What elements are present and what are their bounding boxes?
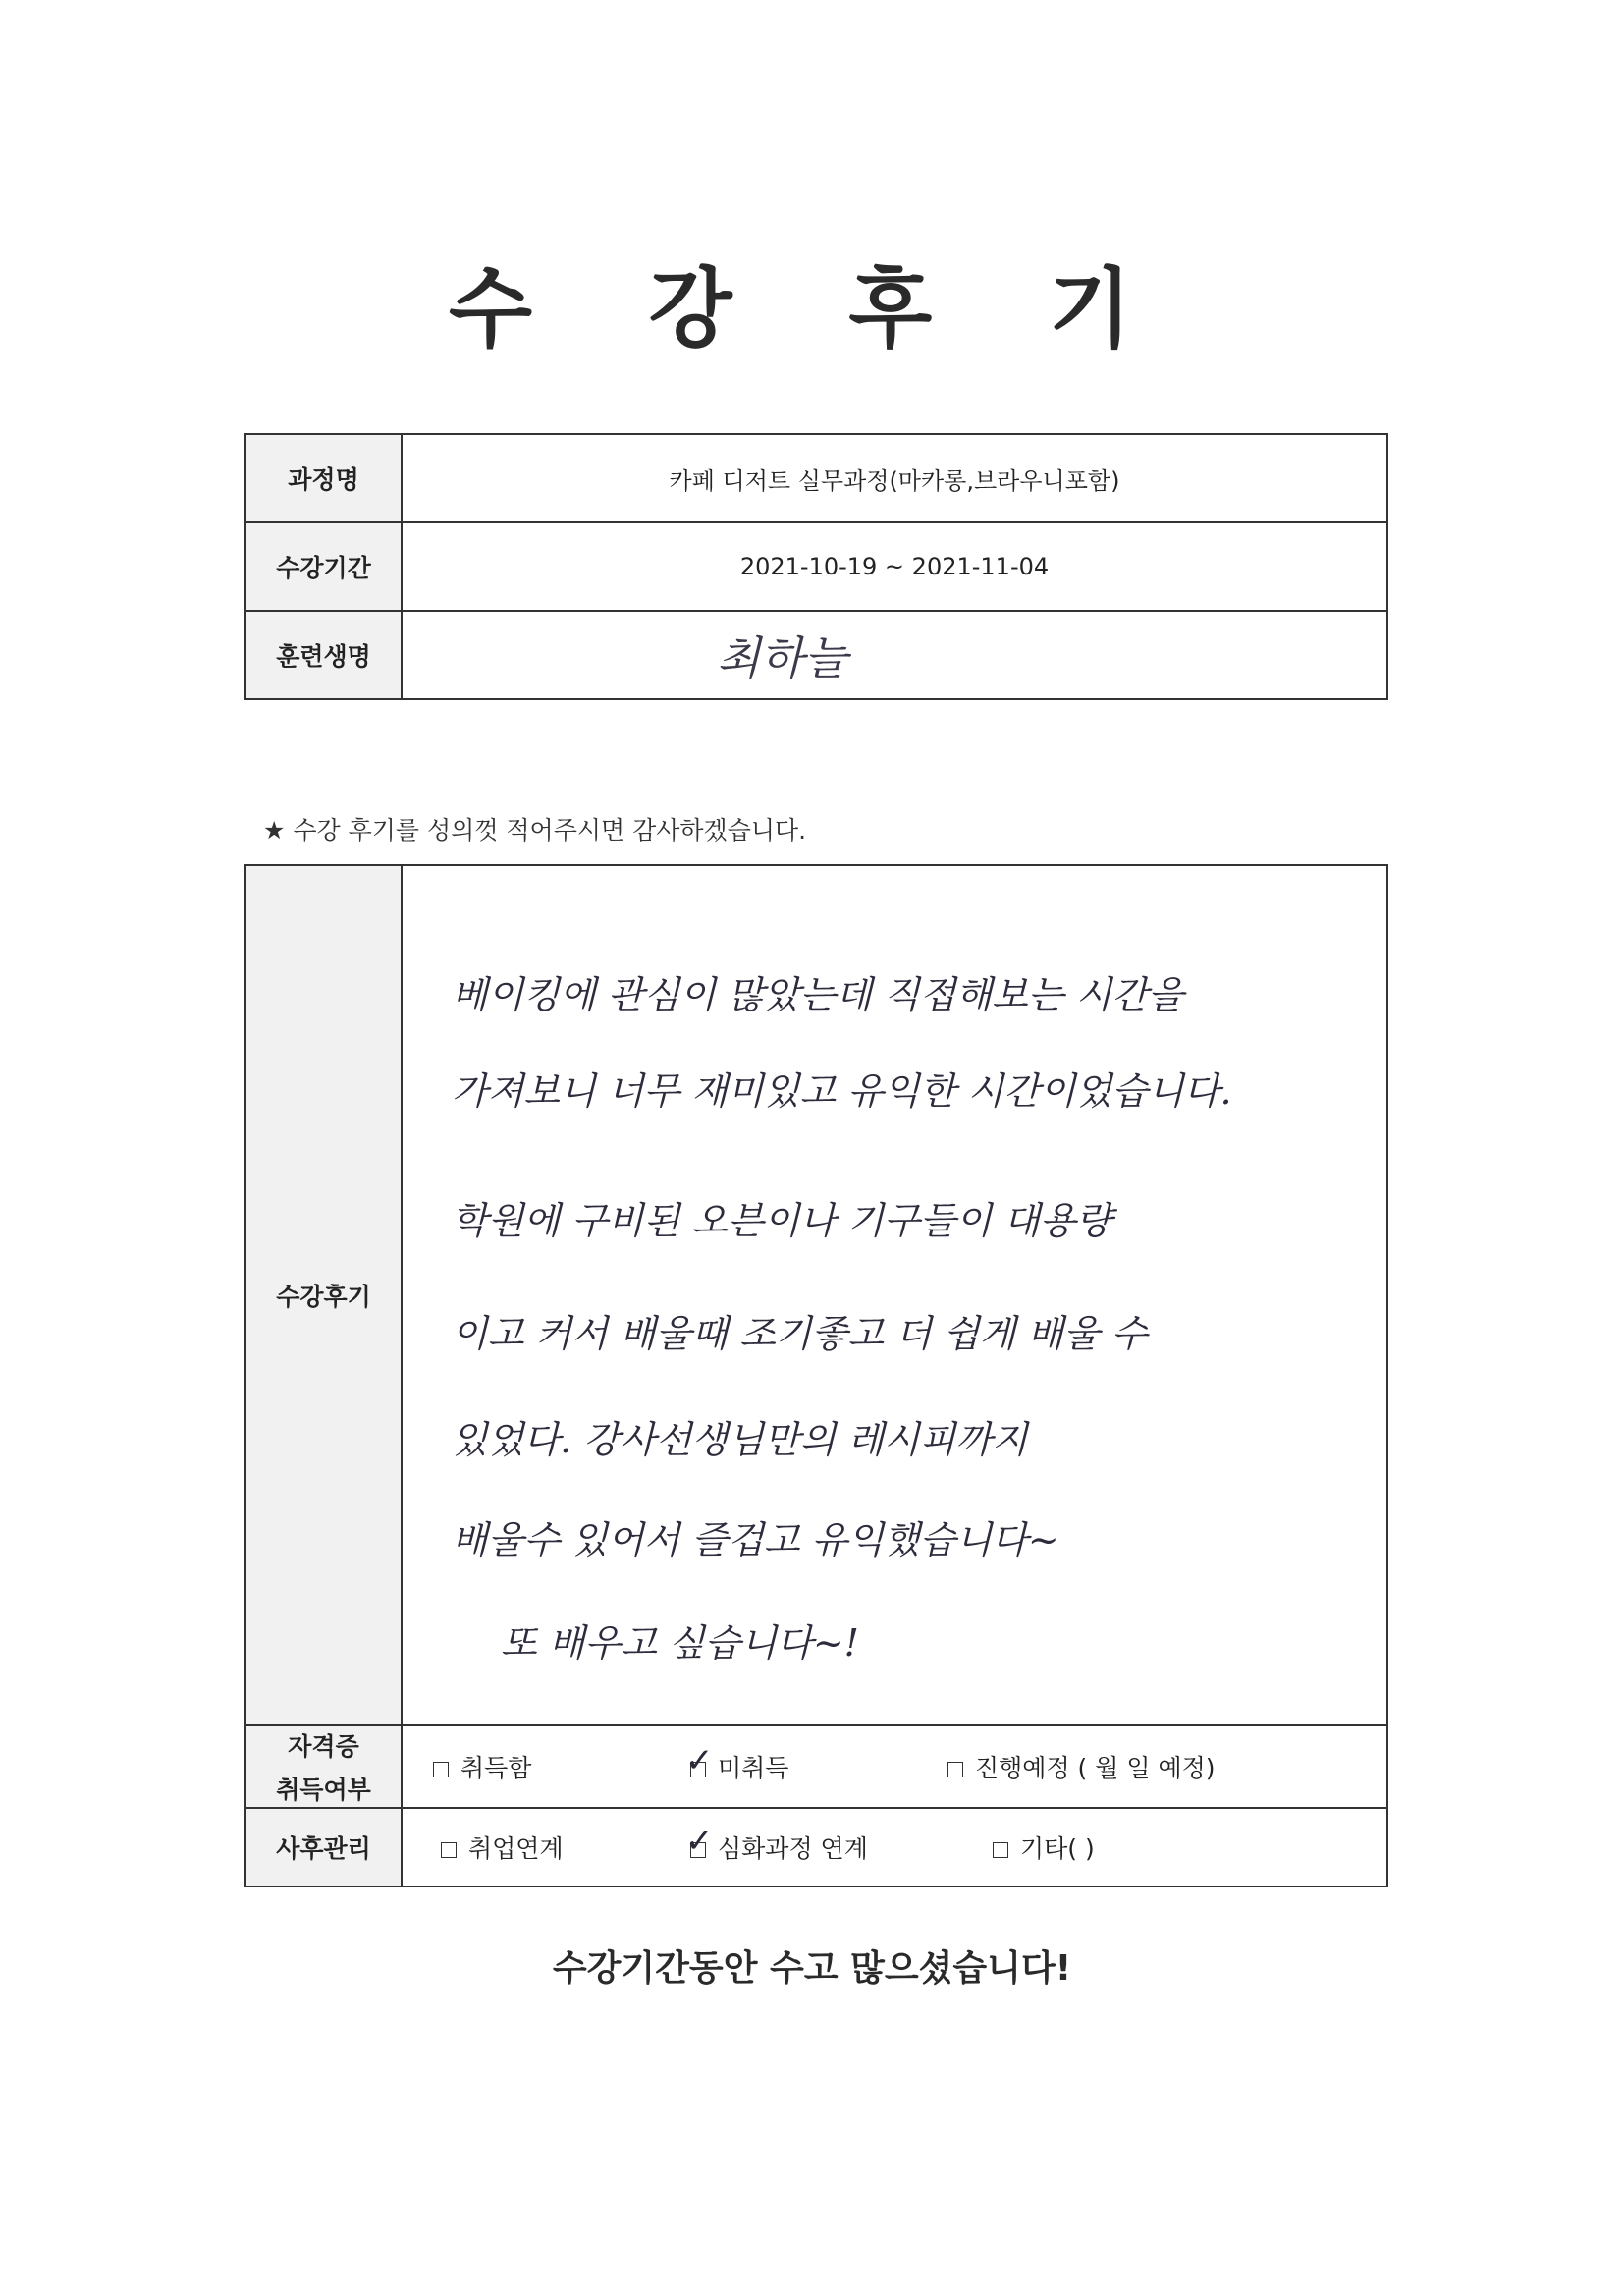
review-table — [244, 864, 1388, 1887]
review-instruction: ★ 수강 후기를 성의껏 적어주시면 감사하겠습니다. — [263, 816, 807, 845]
period-value: 2021-10-19 ~ 2021-11-04 — [402, 522, 1387, 611]
review-line: 배울수 있어서 즐겁고 유익했습니다~ — [452, 1518, 1059, 1561]
checkbox[interactable] — [947, 1762, 963, 1777]
course-value: 카페 디저트 실무과정(마카롱,브라우니포함) — [402, 434, 1387, 522]
certificate-option-planned[interactable]: 진행예정 ( 월 일 예정) — [947, 1749, 1216, 1784]
review-line: 가져보니 너무 재미있고 유익한 시간이었습니다. — [452, 1069, 1232, 1113]
certificate-label — [245, 1725, 402, 1808]
certificate-option-not-acquired[interactable]: ✓ 미취득 — [685, 1741, 789, 1782]
checkbox[interactable] — [441, 1842, 457, 1858]
checkbox[interactable] — [993, 1842, 1008, 1858]
aftercare-option-advanced-course[interactable]: ✓ 심화과정 연계 — [685, 1822, 868, 1863]
aftercare-label: 사후관리 — [245, 1808, 402, 1886]
aftercare-option-other[interactable]: 기타( ) — [993, 1830, 1095, 1865]
page-title: 수 강 후 기 — [449, 258, 1175, 359]
course-label: 과정명 — [245, 434, 402, 522]
review-line: 학원에 구비된 오븐이나 기구들이 대용량 — [452, 1199, 1112, 1242]
review-handwritten-area — [402, 865, 1387, 1725]
trainee-label: 훈련생명 — [245, 611, 402, 699]
review-line: 이고 커서 배울때 조기좋고 더 쉽게 배울 수 — [452, 1312, 1148, 1355]
checkbox[interactable] — [433, 1762, 449, 1777]
certificate-options — [402, 1725, 1387, 1808]
trainee-cell — [402, 611, 1387, 699]
certificate-label-line2: 취득여부 — [276, 1776, 371, 1804]
aftercare-option-employment[interactable]: 취업연계 — [441, 1830, 564, 1865]
review-line: 베이킹에 관심이 많았는데 직접해보는 시간을 — [452, 973, 1184, 1016]
review-line: 있었다. 강사선생님만의 레시피까지 — [452, 1418, 1028, 1461]
aftercare-options — [402, 1808, 1387, 1886]
period-label: 수강기간 — [245, 522, 402, 611]
trainee-signature: 최하늘 — [717, 631, 848, 684]
course-info-table — [244, 433, 1388, 700]
checkbox-checked[interactable] — [685, 1822, 714, 1861]
review-label: 수강후기 — [245, 865, 402, 1725]
checkbox-checked[interactable] — [685, 1741, 714, 1780]
certificate-option-acquired[interactable]: 취득함 — [433, 1749, 531, 1784]
certificate-label-line1: 자격증 — [288, 1732, 359, 1761]
check-mark-icon: ✓ — [685, 1822, 714, 1861]
check-mark-icon: ✓ — [685, 1741, 714, 1780]
review-line: 또 배우고 싶습니다~! — [501, 1621, 859, 1665]
closing-message: 수강기간동안 수고 많으셨습니다! — [552, 1948, 1072, 1989]
